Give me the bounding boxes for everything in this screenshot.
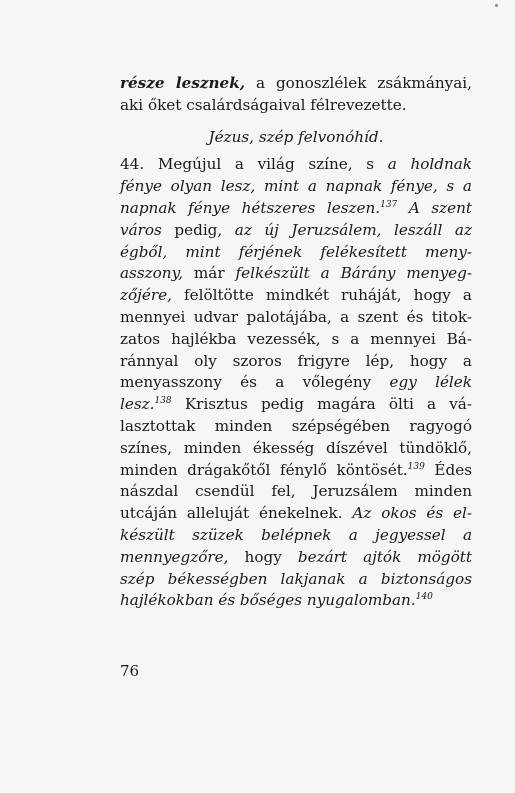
text-line (120, 154, 472, 176)
text-run: felöltötte mindkét ruháját, hogy a (171, 286, 472, 305)
text-run: egy lélek (389, 373, 472, 392)
text-run: mennyegzőre, (120, 547, 229, 566)
text-line (120, 73, 472, 95)
text-line (120, 307, 472, 329)
text-line (120, 351, 472, 373)
text-line (120, 503, 472, 525)
text-line (120, 329, 472, 351)
text-line (120, 525, 472, 547)
text-run: Édes (424, 460, 472, 479)
text-run: nászdal csendül fel, Jeruzsálem minden (120, 482, 472, 501)
text-line (120, 220, 472, 242)
text-line (120, 263, 472, 285)
footnote-ref: 137 (380, 199, 398, 210)
text-run: város (120, 220, 162, 239)
text-line (120, 438, 472, 460)
text-run: utcáján alleluját énekelnek. (120, 504, 353, 523)
text-run: fénye olyan lesz, mint a napnak fénye, s a (120, 177, 472, 196)
text-run: felkészült a Bárány menyeg- (235, 264, 472, 283)
section-heading: Jézus, szép felvonóhíd. (208, 127, 384, 146)
text-line (120, 590, 472, 612)
text-run: zőjére, (120, 286, 172, 305)
text-run: lasztottak minden szépségében ragyogó (120, 416, 472, 435)
text-line (120, 372, 472, 394)
text-run: égből, mint férjének felékesített meny- (120, 242, 472, 261)
text-run: menyasszony és a vőlegény (120, 373, 390, 392)
text-run: Az okos és el- (352, 504, 472, 523)
text-line (120, 416, 472, 438)
text-run: a holdnak (387, 155, 472, 174)
text-run: lesz. (120, 395, 155, 414)
text-run: ránnyal oly szoros frigyre lép, hogy a (120, 351, 472, 370)
top-paragraph (120, 73, 472, 117)
footnote-ref: 138 (154, 396, 172, 407)
text-line (120, 285, 472, 307)
footnote-ref: 139 (407, 461, 425, 472)
page-text (120, 73, 472, 612)
text-run: készült szüzek belépnek a jegyessel a (120, 525, 472, 544)
text-line (120, 95, 472, 117)
text-run: bezárt ajtók mögött (297, 547, 472, 566)
text-run: már (182, 264, 236, 283)
body-paragraph (120, 154, 472, 612)
text-run: asszony, (120, 264, 183, 283)
text-line (120, 394, 472, 416)
text-line (120, 242, 472, 264)
text-run: Krisztus pedig magára ölti a vá- (171, 395, 472, 414)
page-number: 76 (120, 662, 140, 680)
text-line (120, 198, 472, 220)
text-run: minden drágakőtől fénylő köntösét. (120, 460, 408, 479)
text-run: zatos hajlékba vezessék, s a mennyei Bá- (120, 329, 472, 348)
text-line (120, 460, 472, 482)
corner-dot (495, 4, 498, 7)
text-run: aki őket csalárdságaival félrevezette. (120, 95, 407, 114)
text-run: része lesznek, (120, 74, 246, 92)
text-run: pedig, (161, 220, 235, 239)
text-line (120, 481, 472, 503)
footnote-ref: 140 (415, 592, 433, 603)
text-line (120, 176, 472, 198)
text-run: színes, minden ékesség díszével tündöklő, (120, 438, 472, 457)
text-run: mennyei udvar palotájába, a szent és titok- (120, 307, 472, 326)
text-run: hogy (228, 547, 298, 566)
text-run: A szent (397, 198, 472, 217)
text-line (120, 569, 472, 591)
text-run: az új Jeruzsálem, leszáll az (234, 220, 472, 239)
text-run: a gonoszlélek zsákmányai, (245, 74, 472, 92)
text-run: 44. Megújul a világ színe, s (120, 155, 388, 174)
text-run: napnak fénye hétszeres leszen. (120, 198, 381, 217)
text-run: szép békességben lakjanak a biztonságos (120, 569, 472, 588)
text-run: hajlékokban és bőséges nyugalomban. (120, 591, 416, 610)
text-line (120, 547, 472, 569)
